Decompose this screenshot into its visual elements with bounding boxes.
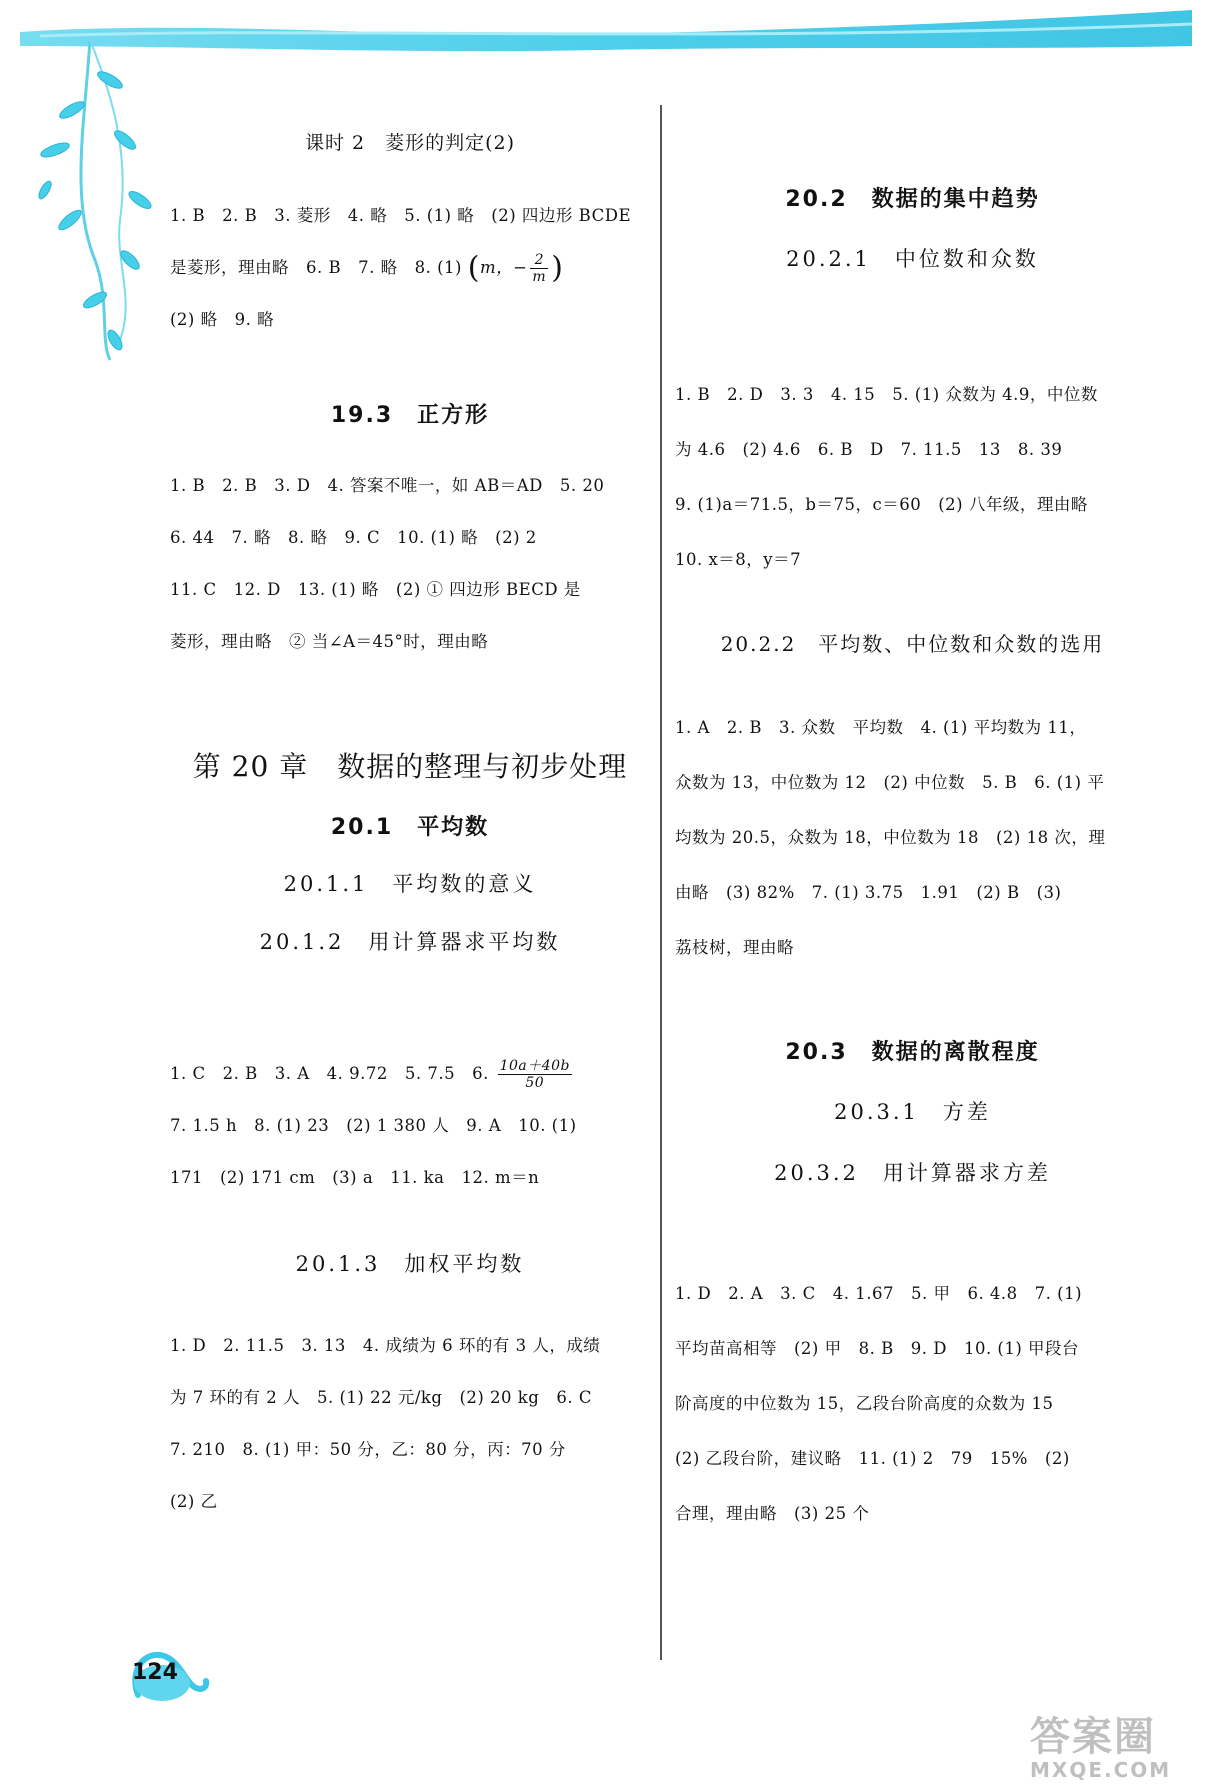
answer-line: 众数为 13，中位数为 12 (2) 中位数 5. B 6. (1) 平 <box>675 773 1105 792</box>
section-heading: 20.3 数据的离散程度 <box>785 1040 1040 1065</box>
answer-line: 为 7 环的有 2 人 5. (1) 22 元/kg (2) 20 kg 6. C <box>170 1388 592 1407</box>
answer-line: 1. B 2. B 3. D 4. 答案不唯一，如 AB＝AD 5. 20 <box>170 476 605 495</box>
answer-line: 10. x＝8，y＝7 <box>675 550 802 569</box>
section-heading: 20.1 平均数 <box>330 815 490 840</box>
fraction: $\frac{2}{m}$ <box>532 252 547 285</box>
answer-line: 11. C 12. D 13. (1) 略 (2) ① 四边形 BECD 是 <box>170 580 581 599</box>
answer-line: (2) 乙段台阶，建议略 11. (1) 2 79 15% (2) <box>675 1449 1070 1468</box>
section-heading: 20.2 数据的集中趋势 <box>785 187 1040 212</box>
lesson-answers <box>170 190 650 346</box>
subsection-heading: 20.2.1 中位数和众数 <box>786 247 1039 271</box>
vine-leaves <box>37 40 154 360</box>
subsection-heading: 20.1.3 加权平均数 <box>295 1252 525 1276</box>
answer-line: 阶高度的中位数为 15，乙段台阶高度的众数为 15 <box>675 1394 1054 1413</box>
answer-line: (2) 乙 <box>170 1492 218 1511</box>
lesson-title: 课时 2 菱形的判定(2) <box>304 132 516 154</box>
answer-line: 1. D 2. A 3. C 4. 1.67 5. 甲 6. 4.8 7. (1) <box>675 1284 1083 1303</box>
section-answers <box>675 367 1150 587</box>
answer-line: 9. (1)a＝71.5，b＝75，c＝60 (2) 八年级，理由略 <box>675 495 1088 514</box>
answer-line: (2) 略 9. 略 <box>170 310 275 329</box>
subsection-heading: 20.3.2 用计算器求方差 <box>774 1161 1051 1185</box>
chapter-title: 第 20 章 数据的整理与初步处理 <box>192 750 628 783</box>
section-answers <box>170 1320 650 1528</box>
watermark-logo-text: 答案圈 <box>1030 1714 1156 1760</box>
answer-line: 均数为 20.5，众数为 18，中位数为 18 (2) 18 次，理 <box>675 828 1106 847</box>
section-heading: 19.3 正方形 <box>330 403 490 428</box>
section-answers <box>170 460 650 668</box>
answer-line: 6. 44 7. 略 8. 略 9. C 10. (1) 略 (2) 2 <box>170 528 537 547</box>
answer-line: 菱形，理由略 ② 当∠A＝45°时，理由略 <box>170 632 489 651</box>
answer-line: 1. D 2. 11.5 3. 13 4. 成绩为 6 环的有 3 人，成绩 <box>170 1336 601 1355</box>
answer-line: 7. 1.5 h 8. (1) 23 (2) 1 380 人 9. A 10. (1) <box>170 1116 577 1135</box>
section-answers <box>675 1266 1150 1541</box>
answer-line: 1. C 2. B 3. A 4. 9.72 5. 7.5 6. $\frac{10a+40b}{50}$ <box>170 1058 571 1091</box>
watermark <box>1030 1705 1210 1785</box>
answer-line: 1. B 2. D 3. 3 4. 15 5. (1) 众数为 4.9，中位数 <box>675 385 1098 404</box>
subsection-heading: 20.3.1 方差 <box>834 1100 991 1124</box>
answer-line: 1. B 2. B 3. 菱形 4. 略 5. (1) 略 (2) 四边形 BCDE <box>170 206 631 225</box>
answer-line: 由略 (3) 82% 7. (1) 3.75 1.91 (2) B (3) <box>675 883 1062 902</box>
column-divider <box>660 105 662 1660</box>
answer-line: 7. 210 8. (1) 甲：50 分，乙：80 分，丙：70 分 <box>170 1440 566 1459</box>
answer-line: 为 4.6 (2) 4.6 6. B D 7. 11.5 13 8. 39 <box>675 440 1063 459</box>
answer-line: 合理，理由略 (3) 25 个 <box>675 1504 870 1523</box>
answer-line: 171 (2) 171 cm (3) a 11. ka 12. m＝n <box>170 1168 540 1187</box>
watermark-url: MXQE.COM <box>1030 1758 1172 1782</box>
fraction: $\frac{10a+40b}{50}$ <box>499 1058 571 1091</box>
answer-line: 平均苗高相等 (2) 甲 8. B 9. D 10. (1) 甲段台 <box>675 1339 1080 1358</box>
section-answers <box>675 700 1150 975</box>
page-number: 124 <box>132 1660 178 1685</box>
answer-line: 荔枝树，理由略 <box>675 938 794 957</box>
subsection-heading: 20.1.2 用计算器求平均数 <box>259 930 561 954</box>
answer-line: 1. A 2. B 3. 众数 平均数 4. (1) 平均数为 11， <box>675 718 1087 737</box>
answer-line: 是菱形，理由略 6. B 7. 略 8. (1) (m，− $\frac{2}{m}$ ) <box>170 250 564 286</box>
subsection-heading: 20.1.1 平均数的意义 <box>283 872 537 896</box>
section-answers <box>170 1048 650 1204</box>
subsection-heading: 20.2.2 平均数、中位数和众数的选用 <box>720 632 1105 656</box>
